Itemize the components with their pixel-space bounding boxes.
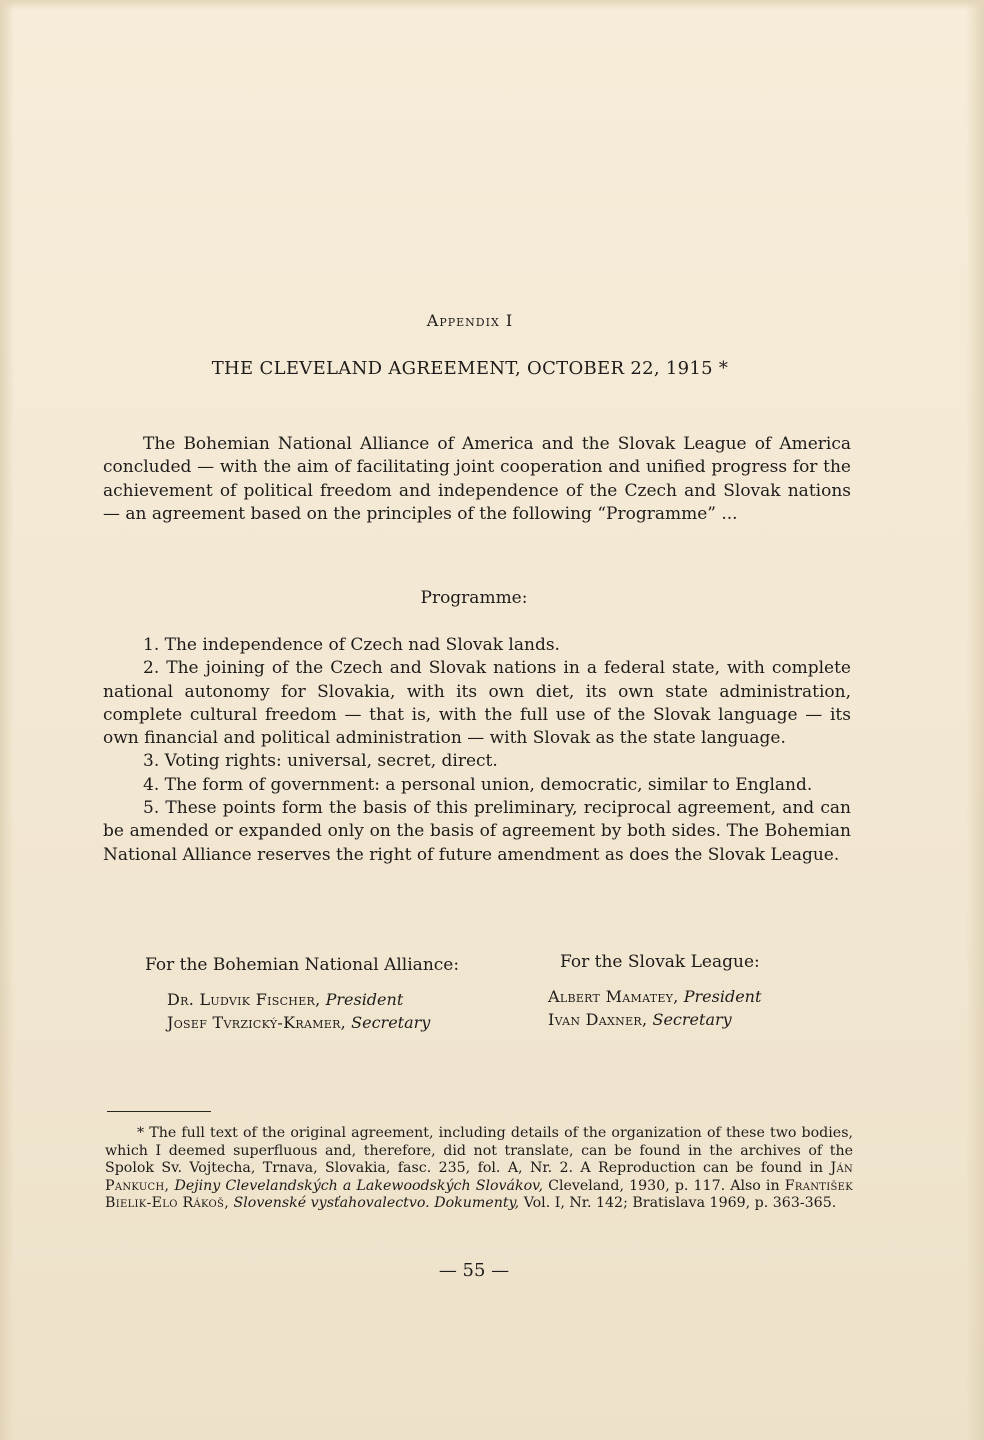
signature-heading: For the Slovak League: xyxy=(560,952,760,972)
signature-block-bohemian xyxy=(145,955,525,1034)
signer-role: President xyxy=(683,987,762,1006)
signature-block-slovak xyxy=(548,952,860,1031)
programme-heading: Programme: xyxy=(420,588,528,608)
signer-line xyxy=(167,988,525,1011)
signer-role: Secretary xyxy=(652,1010,732,1029)
signer-name: Dr. Ludvik Fischer, xyxy=(167,990,321,1009)
signer-line xyxy=(167,1011,525,1034)
programme-item-4: 4. The form of government: a personal union, democratic, similar to England. xyxy=(143,774,813,795)
programme-item-2: 2. The joining of the Czech and Slovak nations in a federal state, with complete national autonomy for Slovakia, with its own diet, its own state administration, complete cultural freedom — that is, with the full use of the Slovak language — its own financial and political administration — with Slovak as the state language. xyxy=(103,658,851,749)
signer-name: Josef Tvrzický-Kramer, xyxy=(167,1013,347,1032)
page-edge-shadow-left xyxy=(0,0,14,1440)
footnote xyxy=(105,1125,853,1213)
signer-line xyxy=(548,985,860,1008)
footnote-work-title: Slovenské vysťahovalectvo. Dokumenty, xyxy=(233,1195,520,1212)
footnote-part: The full text of the original agreement, including details of the organization of these two bodies, which I deemed superfluous and, therefore, did not translate, can be found in the archives of the Spolok Sv. Vojtecha, Trnava, Slovakia, fasc. 235, fol. A, Nr. 2. A Reproduction can be found in xyxy=(105,1125,853,1177)
footnote-text xyxy=(105,1125,853,1213)
page-edge-shadow-top xyxy=(0,0,984,10)
signature-heading: For the Bohemian National Alliance: xyxy=(145,955,460,975)
signer-name: Albert Mamatey, xyxy=(548,987,679,1006)
signer-name: Ivan Daxner, xyxy=(548,1010,648,1029)
appendix-label: Appendix I xyxy=(426,311,514,330)
footnote-part: Cleveland, 1930, p. 117. Also in xyxy=(548,1177,780,1194)
page-title: THE CLEVELAND AGREEMENT, OCTOBER 22, 1915 * xyxy=(211,358,729,379)
footnote-author: František Bielik-Elo Rákoš, xyxy=(105,1177,854,1212)
signer-role: President xyxy=(325,990,404,1009)
programme-item-5: 5. These points form the basis of this preliminary, reciprocal agreement, and can be amended or expanded only on the basis of agreement by both sides. The Bohemian National Alliance reserves the right of future amendment as does the Slovak League. xyxy=(103,798,851,865)
programme-item-3: 3. Voting rights: universal, secret, direct. xyxy=(143,751,498,772)
footnote-work-title: Dejiny Clevelandských a Lakewoodských Slovákov, xyxy=(174,1177,543,1194)
footnote-author: Ján Pankuch, xyxy=(105,1160,854,1194)
footnote-part: Vol. I, Nr. 142; Bratislava 1969, p. 363-365. xyxy=(523,1195,837,1212)
footnote-marker: * xyxy=(137,1125,145,1141)
signer-role: Secretary xyxy=(351,1013,431,1032)
page-edge-shadow-right xyxy=(966,0,984,1440)
intro-text: The Bohemian National Alliance of America and the Slovak League of America concluded — with the aim of facilitating joint cooperation and unified progress for the achievement of political freedom and independence of the Czech and Slovak nations — an agreement based on the principles of the following “Programme” ... xyxy=(103,434,851,524)
programme-item-1: 1. The independence of Czech nad Slovak lands. xyxy=(143,635,560,655)
programme-list xyxy=(103,634,851,867)
signer-line xyxy=(548,1008,860,1031)
intro-paragraph xyxy=(103,433,851,526)
page-number: — 55 — xyxy=(438,1260,510,1281)
footnote-divider xyxy=(107,1111,211,1112)
